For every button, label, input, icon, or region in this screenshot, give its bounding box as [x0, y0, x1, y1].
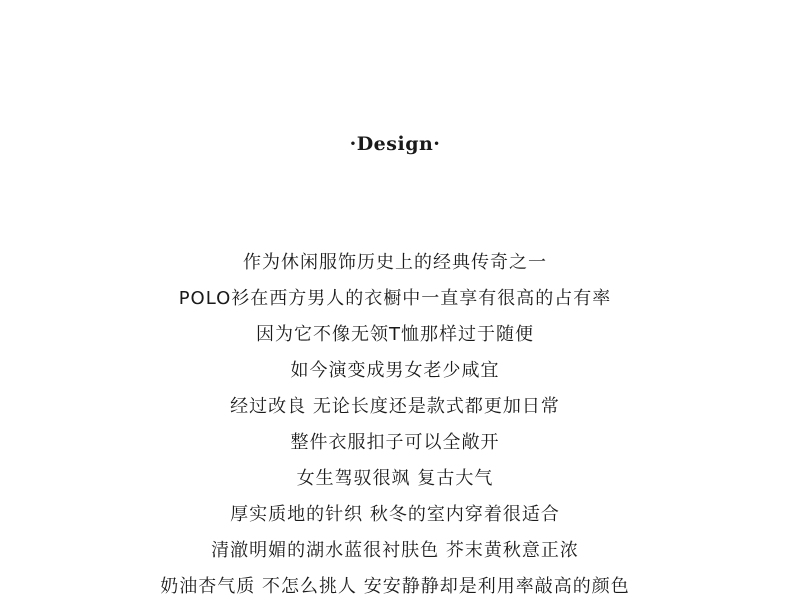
description-line: 女生驾驭很飒 复古大气: [296, 468, 494, 489]
description-line: 厚实质地的针织 秋冬的室内穿着很适合: [230, 504, 560, 525]
description-line: 作为休闲服饰历史上的经典传奇之一: [243, 252, 547, 273]
description-line: 因为它不像无领T恤那样过于随便: [256, 324, 534, 345]
description-line: 清澈明媚的湖水蓝很衬肤色 芥末黄秋意正浓: [211, 540, 579, 561]
description-line: 整件衣服扣子可以全敞开: [290, 432, 500, 453]
description-line: POLO衫在西方男人的衣橱中一直享有很高的占有率: [178, 288, 612, 309]
description-text-block: [0, 248, 790, 608]
description-line: 奶油杏气质 不怎么挑人 安安静静却是利用率敲高的颜色: [160, 576, 630, 597]
description-line: 如今演变成男女老少咸宜: [290, 360, 500, 381]
design-heading: ·Design·: [349, 133, 441, 155]
description-line: 经过改良 无论长度还是款式都更加日常: [230, 396, 560, 417]
